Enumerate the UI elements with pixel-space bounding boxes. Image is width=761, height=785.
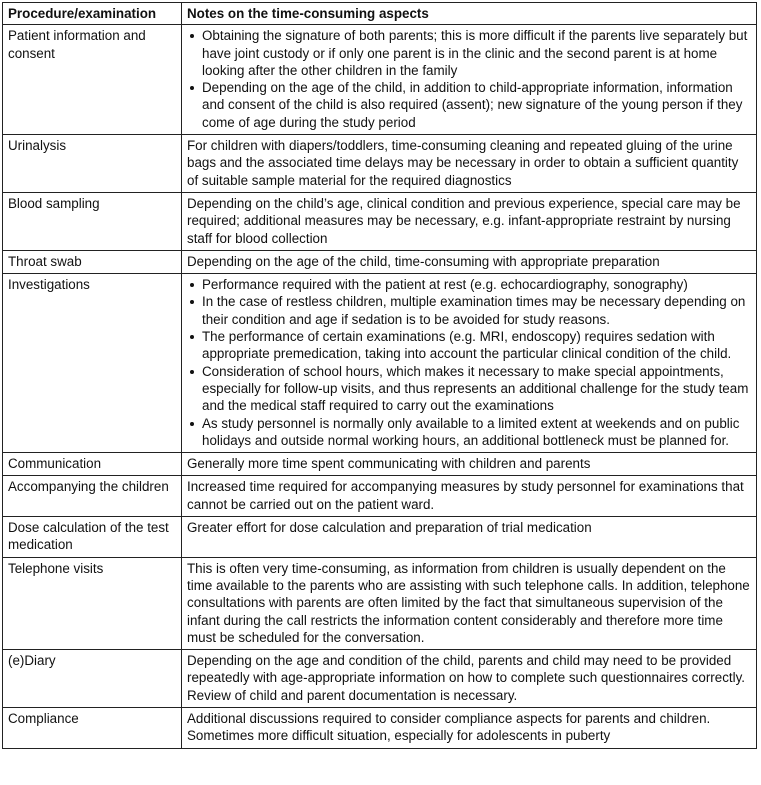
table-row [3,557,757,649]
notes-cell: Depending on the age and condition of the child, parents and child may need to be provided repeatedly with age-appropriate information on how to complete such questionnaires correctly. Review of child and parent documentation is necessary. [182,650,757,708]
table-row [3,517,757,558]
table-row [3,192,757,250]
notes-cell: Depending on the child’s age, clinical condition and previous experience, special care may be required; additional measures may be necessary, e.g. infant-appropriate restraint by nursing staff for blood collection [182,192,757,250]
header-notes: Notes on the time-consuming aspects [182,3,757,25]
notes-cell: This is often very time-consuming, as information from children is usually dependent on the time available to the parents who are assisting with such telephone calls. In addition, telephone consultations with parents are often limited by the fact that simultaneous supervision of the infant during the call restricts the information content considerably and therefore more time must be scheduled for the conversation. [182,557,757,649]
bullet-item: The performance of certain examinations (e.g. MRI, endoscopy) requires sedation with appropriate premedication, taking into account the particular clinical condition of the child. [187,328,751,363]
procedure-cell: Patient information and consent [3,25,182,135]
table-row [3,250,757,273]
notes-cell: Depending on the age of the child, time-consuming with appropriate preparation [182,250,757,273]
bullet-item: In the case of restless children, multiple examination times may be necessary depending on their condition and age if sedation is to be avoided for study reasons. [187,293,751,328]
procedure-cell: Accompanying the children [3,476,182,517]
header-row [3,3,757,25]
table-row [3,274,757,453]
table-row [3,135,757,193]
bullet-list [187,27,751,131]
table-row [3,453,757,476]
procedure-cell: Blood sampling [3,192,182,250]
procedure-cell: (e)Diary [3,650,182,708]
notes-cell: For children with diapers/toddlers, time-consuming cleaning and repeated gluing of the urine bags and the associated time delays may be necessary in order to obtain a sufficient quantity of suitable sample material for the required diagnostics [182,135,757,193]
notes-cell: Additional discussions required to consider compliance aspects for parents and children. Sometimes more difficult situation, especially for adolescents in puberty [182,707,757,748]
notes-cell: Generally more time spent communicating with children and parents [182,453,757,476]
bullet-item: Consideration of school hours, which makes it necessary to make special appointments, especially for follow-up visits, and thus represents an additional challenge for the study team and the medical staff required to carry out the examinations [187,363,751,415]
bullet-list [187,276,751,449]
notes-cell: Greater effort for dose calculation and preparation of trial medication [182,517,757,558]
bullet-item: Obtaining the signature of both parents; this is more difficult if the parents live separately but have joint custody or if only one parent is in the clinic and the second parent is at home looking after the other children in the family [187,27,751,79]
procedure-cell: Urinalysis [3,135,182,193]
table-row [3,650,757,708]
procedure-cell: Communication [3,453,182,476]
procedure-cell: Telephone visits [3,557,182,649]
notes-cell [182,274,757,453]
bullet-item: Depending on the age of the child, in addition to child-appropriate information, information and consent of the child is also required (assent); new signature of the young person if they come of age during the study period [187,79,751,131]
header-procedure: Procedure/examination [3,3,182,25]
bullet-item: As study personnel is normally only available to a limited extent at weekends and on public holidays and outside normal working hours, an additional bottleneck must be planned for. [187,415,751,450]
notes-cell: Increased time required for accompanying measures by study personnel for examinations that cannot be carried out on the patient ward. [182,476,757,517]
table-row [3,707,757,748]
procedure-cell: Compliance [3,707,182,748]
procedure-cell: Investigations [3,274,182,453]
table-row [3,25,757,135]
procedure-cell: Throat swab [3,250,182,273]
table-row [3,476,757,517]
procedure-cell: Dose calculation of the test medication [3,517,182,558]
time-consuming-aspects-table [2,2,757,749]
notes-cell [182,25,757,135]
bullet-item: Performance required with the patient at rest (e.g. echocardiography, sonography) [187,276,751,293]
